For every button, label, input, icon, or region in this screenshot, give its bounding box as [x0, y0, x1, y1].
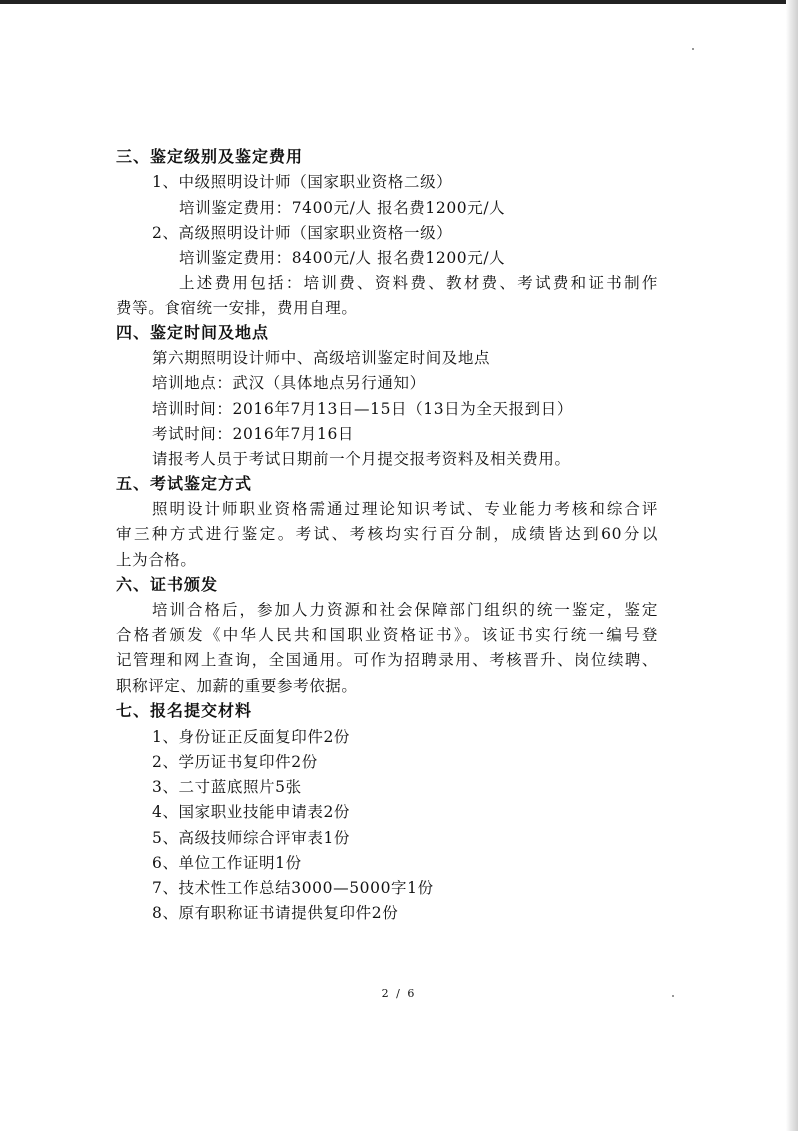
fee-item-intermediate: 1、中级照明设计师（国家职业资格二级） — [152, 173, 453, 191]
fee-detail-senior: 培训鉴定费用：8400元/人 报名费1200元/人 — [179, 249, 506, 267]
list-item: 7、技术性工作总结3000—5000字1份 — [152, 879, 434, 897]
list-item: 2、学历证书复印件2份 — [152, 753, 318, 771]
scan-speck — [692, 48, 694, 50]
certificate-line1: 培训合格后，参加人力资源和社会保障部门组织的统一鉴定，鉴定 — [152, 601, 658, 619]
section-heading-time-place: 四、鉴定时间及地点 — [116, 323, 270, 342]
assessment-line3: 上为合格。 — [116, 551, 197, 569]
list-item: 4、国家职业技能申请表2份 — [152, 803, 351, 821]
section-heading-certificate: 六、证书颁发 — [116, 575, 219, 594]
list-item: 5、高级技师综合评审表1份 — [152, 829, 351, 847]
fee-item-senior: 2、高级照明设计师（国家职业资格一级） — [152, 224, 453, 242]
fee-note-line2: 费等。食宿统一安排，费用自理。 — [116, 299, 358, 317]
submission-deadline-note: 请报考人员于考试日期前一个月提交报考资料及相关费用。 — [152, 450, 571, 468]
assessment-line1: 照明设计师职业资格需通过理论知识考试、专业能力考核和综合评 — [152, 500, 658, 518]
assessment-line2: 审三种方式进行鉴定。考试、考核均实行百分制，成绩皆达到60分以 — [116, 525, 658, 543]
exam-time: 考试时间：2016年7月16日 — [152, 425, 355, 443]
list-item: 3、二寸蓝底照片5张 — [152, 778, 302, 796]
time-place-intro: 第六期照明设计师中、高级培训鉴定时间及地点 — [152, 349, 491, 367]
certificate-line3: 记管理和网上查询，全国通用。可作为招聘录用、考核晋升、岗位续聘、 — [116, 651, 658, 669]
certificate-line4: 职称评定、加薪的重要参考依据。 — [116, 677, 358, 695]
section-heading-materials: 七、报名提交材料 — [116, 701, 253, 720]
fee-note-line1: 上述费用包括：培训费、资料费、教材费、考试费和证书制作 — [179, 274, 658, 292]
list-item: 6、单位工作证明1份 — [152, 854, 302, 872]
page-number: 2 / 6 — [381, 987, 417, 1000]
training-location: 培训地点：武汉（具体地点另行通知） — [152, 374, 426, 392]
scan-speck — [672, 995, 674, 997]
list-item: 1、身份证正反面复印件2份 — [152, 728, 351, 746]
list-item: 8、原有职称证书请提供复印件2份 — [152, 904, 399, 922]
fee-detail-intermediate: 培训鉴定费用：7400元/人 报名费1200元/人 — [179, 199, 506, 217]
section-heading-fees: 三、鉴定级别及鉴定费用 — [116, 147, 304, 166]
certificate-line2: 合格者颁发《中华人民共和国职业资格证书》。该证书实行统一编号登 — [116, 626, 658, 644]
section-heading-assessment: 五、考试鉴定方式 — [116, 474, 253, 493]
training-time: 培训时间：2016年7月13日—15日（13日为全天报到日） — [152, 400, 573, 418]
